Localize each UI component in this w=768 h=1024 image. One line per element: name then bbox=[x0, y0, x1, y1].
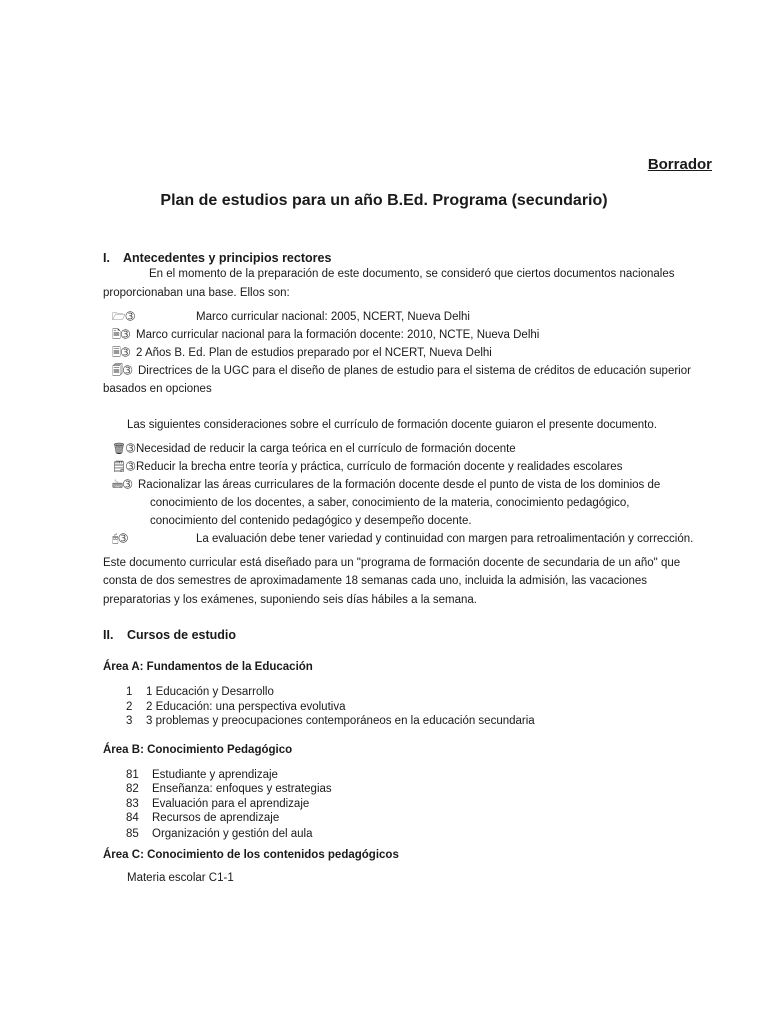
consideration-item: 🖮➂ Racionalizar las áreas curriculares de la formación docente desde el punto de vista de los dominios de bbox=[112, 476, 660, 494]
area-a-title: Área A: Fundamentos de la Educación bbox=[103, 661, 313, 673]
bullet-icon: 🗎➂ bbox=[112, 329, 131, 341]
summary-line-1: Este documento curricular está diseñado para un "programa de formación docente de secundaria de un año" que bbox=[103, 557, 681, 569]
summary-line-2: consta de dos semestres de aproximadamente 18 semanas cada uno, incluida la admisión, las vacaciones bbox=[103, 575, 648, 587]
intro-line-1: En el momento de la preparación de este documento, se consideró que ciertos documentos nacionales bbox=[149, 268, 675, 280]
consideration-continuation: conocimiento de los docentes, a saber, conocimiento de la materia, conocimiento pedagógico, bbox=[150, 497, 630, 509]
list-item: 82 Enseñanza: enfoques y estrategias bbox=[126, 783, 332, 795]
section-number: I. bbox=[103, 251, 110, 265]
section-title: Antecedentes y principios rectores bbox=[123, 251, 332, 265]
page-title: Plan de estudios para un año B.Ed. Programa (secundario) bbox=[160, 192, 608, 209]
bullet-icon: 🗐➂ bbox=[112, 365, 133, 377]
summary-line-3: preparatorias y los exámenes, suponiendo seis días hábiles a la semana. bbox=[103, 594, 477, 606]
consideration-item: 🖰➂ La evaluación debe tener variedad y continuidad con margen para retroalimentación y corrección. bbox=[112, 530, 693, 548]
document-item: 🗏➂ 2 Años B. Ed. Plan de estudios preparado por el NCERT, Nueva Delhi bbox=[112, 344, 492, 362]
bullet-icon: 🗒➂ bbox=[112, 461, 136, 473]
consideration-item: 🗒➂Reducir la brecha entre teoría y práctica, currículo de formación docente y realidades escolares bbox=[112, 458, 622, 476]
list-item: 81 Estudiante y aprendizaje bbox=[126, 769, 278, 781]
list-item: 3 3 problemas y preocupaciones contemporáneos en la educación secundaria bbox=[126, 715, 535, 727]
section-heading-2 bbox=[103, 626, 236, 644]
list-item: 2 2 Educación: una perspectiva evolutiva bbox=[126, 701, 346, 713]
draft-label: Borrador bbox=[647, 156, 712, 173]
area-c-title: Área C: Conocimiento de los contenidos pedagógicos bbox=[103, 849, 399, 861]
consideration-item: 🗑➂Necesidad de reducir la carga teórica en el currículo de formación docente bbox=[112, 440, 516, 458]
bullet-icon: 🗁➂ bbox=[112, 311, 135, 323]
area-b-title: Área B: Conocimiento Pedagógico bbox=[103, 744, 293, 756]
bullet-icon: 🖰➂ bbox=[112, 533, 128, 545]
list-item: 85 Organización y gestión del aula bbox=[126, 828, 313, 840]
section-title: Cursos de estudio bbox=[127, 628, 237, 642]
intro-line-2: proporcionaban una base. Ellos son: bbox=[103, 287, 290, 299]
list-item: 83 Evaluación para el aprendizaje bbox=[126, 798, 310, 810]
document-item-continuation: basados en opciones bbox=[103, 383, 212, 395]
area-c-subject: Materia escolar C1-1 bbox=[127, 872, 234, 884]
considerations-intro: Las siguientes consideraciones sobre el currículo de formación docente guiaron el presente documento. bbox=[127, 419, 657, 431]
section-number: II. bbox=[103, 628, 114, 642]
document-item: 🗁➂ Marco curricular nacional: 2005, NCERT, Nueva Delhi bbox=[112, 308, 470, 326]
consideration-continuation: conocimiento del contenido pedagógico y desempeño docente. bbox=[150, 515, 472, 527]
bullet-icon: 🖮➂ bbox=[112, 479, 133, 491]
bullet-icon: 🗑➂ bbox=[112, 443, 136, 455]
list-item: 1 1 Educación y Desarrollo bbox=[126, 686, 274, 698]
document-item: 🗐➂ Directrices de la UGC para el diseño de planes de estudio para el sistema de créditos de educación superior bbox=[112, 362, 691, 380]
document-item: 🗎➂ Marco curricular nacional para la formación docente: 2010, NCTE, Nueva Delhi bbox=[112, 326, 539, 344]
bullet-icon: 🗏➂ bbox=[112, 347, 131, 359]
list-item: 84 Recursos de aprendizaje bbox=[126, 812, 280, 824]
